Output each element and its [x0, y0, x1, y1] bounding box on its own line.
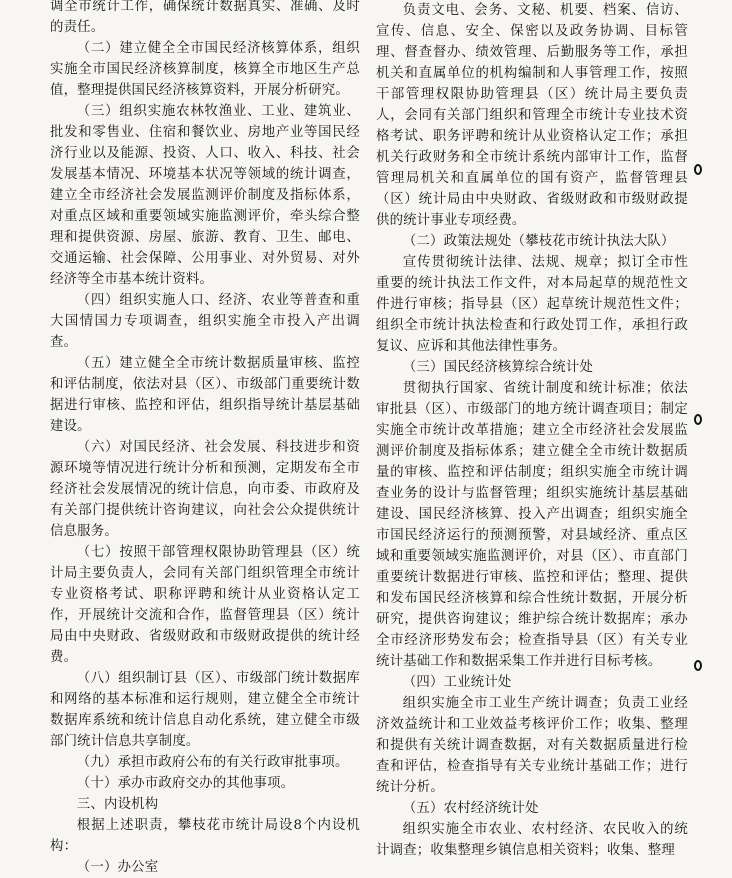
paragraph: （九）承担市政府公布的有关行政审批事项。 [76, 755, 349, 770]
section-heading: （一）办公室 [76, 860, 159, 875]
paragraph: （三）组织实施农林牧渔业、工业、建筑业、批发和零售业、住宿和餐饮业、房地产业等国民经济行业以及能源、投资、人口、收入、科技、社会发展基本情况、环境基本状况等领域的统计调查，建立全市经济社会发展监测评价制度及指标体系，对重点区域和重要领域实施监测评价，牵头综合整理和提供资源、房屋、旅游、教育、卫生、邮电、交通运输、社会保障、公用事业、对外贸易、对外经济等全市基本统计资料。 [50, 104, 360, 287]
left-column [50, 0, 360, 878]
paragraph: 组织实施全市农业、农村经济、农民收入的统计调查；收集整理乡镇信息相关资料；收集、整理 [376, 822, 688, 858]
section-heading: （二）政策法规处（攀枝花市统计执法大队） [402, 234, 675, 249]
paragraph: 根据上述职责，攀枝花市统计局设8个内设机构： [50, 818, 360, 854]
paragraph: 宣传贯彻统计法律、法规、规章；拟订全市性重要的统计执法工作文件，对本局起草的规范性文件进行审核；指导县（区）起草统计规范性文件；组织全市统计执法检查和行政处罚工作，承担行政复议、应诉和其他法律性事务。 [376, 255, 688, 354]
paragraph: 贯彻执行国家、省统计制度和统计标准；依法审批县（区）、市级部门的地方统计调查项目；制定实施全市统计改革措施；建立全市经济社会发展监测评价制度及指标体系；建立健全全市统计数据质量的审核、监控和评估制度；组织实施全市统计调查业务的设计与监督管理；组织实施统计基层基础建设、国民经济核算、投入产出调查；组织实施全市国民经济运行的预测预警，对县域经济、重点区域和重要领域实施监测评价，对县（区）、市直部门重要统计数据进行审核、监控和评估；整理、提供和发布国民经济核算和综合性统计数据，开展分析研究，提供咨询建议；维护综合统计数据库；承办全市经济形势发布会；检查指导县（区）有关专业统计基础工作和数据采集工作并进行目标考核。 [376, 381, 688, 669]
paragraph: （二）建立健全全市国民经济核算体系，组织实施全市国民经济核算制度，核算全市地区生产总值，整理提供国民经济核算资料，开展分析研究。 [50, 41, 360, 98]
section-heading: （五）农村经济统计处 [402, 801, 539, 816]
paragraph: （七）按照干部管理权限协助管理县（区）统计局主要负责人，会同有关部门组织管理全市统计专业资格考试、职称评聘和统计从业资格认定工作，开展统计交流和合作，监督管理县（区）统计局由中央财政、省级财政和市级财政提供的统计经费。 [50, 545, 360, 665]
section-heading: （三）国民经济核算综合统计处 [402, 360, 594, 375]
paragraph: （四）组织实施人口、经济、农业等普查和重大国情国力专项调查，组织实施全市投入产出调查。 [50, 293, 360, 350]
binding-hole-mark [694, 414, 702, 425]
binding-hole-mark [694, 660, 702, 671]
paragraph: （八）组织制订县（区）、市级部门统计数据库和网络的基本标准和运行规则，建立健全全市统计数据库系统和统计信息自动化系统，建立健全市级部门统计信息共享制度。 [50, 671, 360, 749]
binding-hole-mark [694, 164, 702, 175]
paragraph: 调全市统计工作，确保统计数据真实、准确、及时的责任。 [50, 0, 360, 35]
paragraph: （六）对国民经济、社会发展、科技进步和资源环境等情况进行统计分析和预测，定期发布全市经济社会发展情况的统计信息，向市委、市政府及有关部门提供统计咨询建议，向社会公众提供统计信息服务。 [50, 440, 360, 539]
paragraph: 组织实施全市工业生产统计调查；负责工业经济效益统计和工业效益考核评价工作；收集、整理和提供有关统计调查数据，对有关数据质量进行检查和评估，检查指导有关专业统计基础工作；进行统计分析。 [376, 696, 688, 795]
section-heading: 三、内设机构 [76, 797, 159, 812]
paragraph: （十）承办市政府交办的其他事项。 [76, 776, 295, 791]
paragraph: （五）建立健全全市统计数据质量审核、监控和评估制度，依法对县（区）、市级部门重要统计数据进行审核、监控和评估，组织指导统计基层基础建设。 [50, 356, 360, 434]
section-heading: （四）工业统计处 [402, 675, 512, 690]
paragraph: 负责文电、会务、文秘、机要、档案、信访、宣传、信息、安全、保密以及政务协调、目标管理、督查督办、绩效管理、后勤服务等工作，承担机关和直属单位的机构编制和人事管理工作，按照干部管理权限协助管理县（区）统计局主要负责人，会同有关部门组织和管理全市统计专业技术资格考试、职务评聘和统计从业资格认定工作；承担机关行政财务和全市统计系统内部审计工作，监督管理局机关和直属单位的国有资产，监督管理县（区）统计局由中央财政、省级财政和市级财政提供的统计事业专项经费。 [376, 3, 688, 228]
right-column [376, 0, 688, 861]
